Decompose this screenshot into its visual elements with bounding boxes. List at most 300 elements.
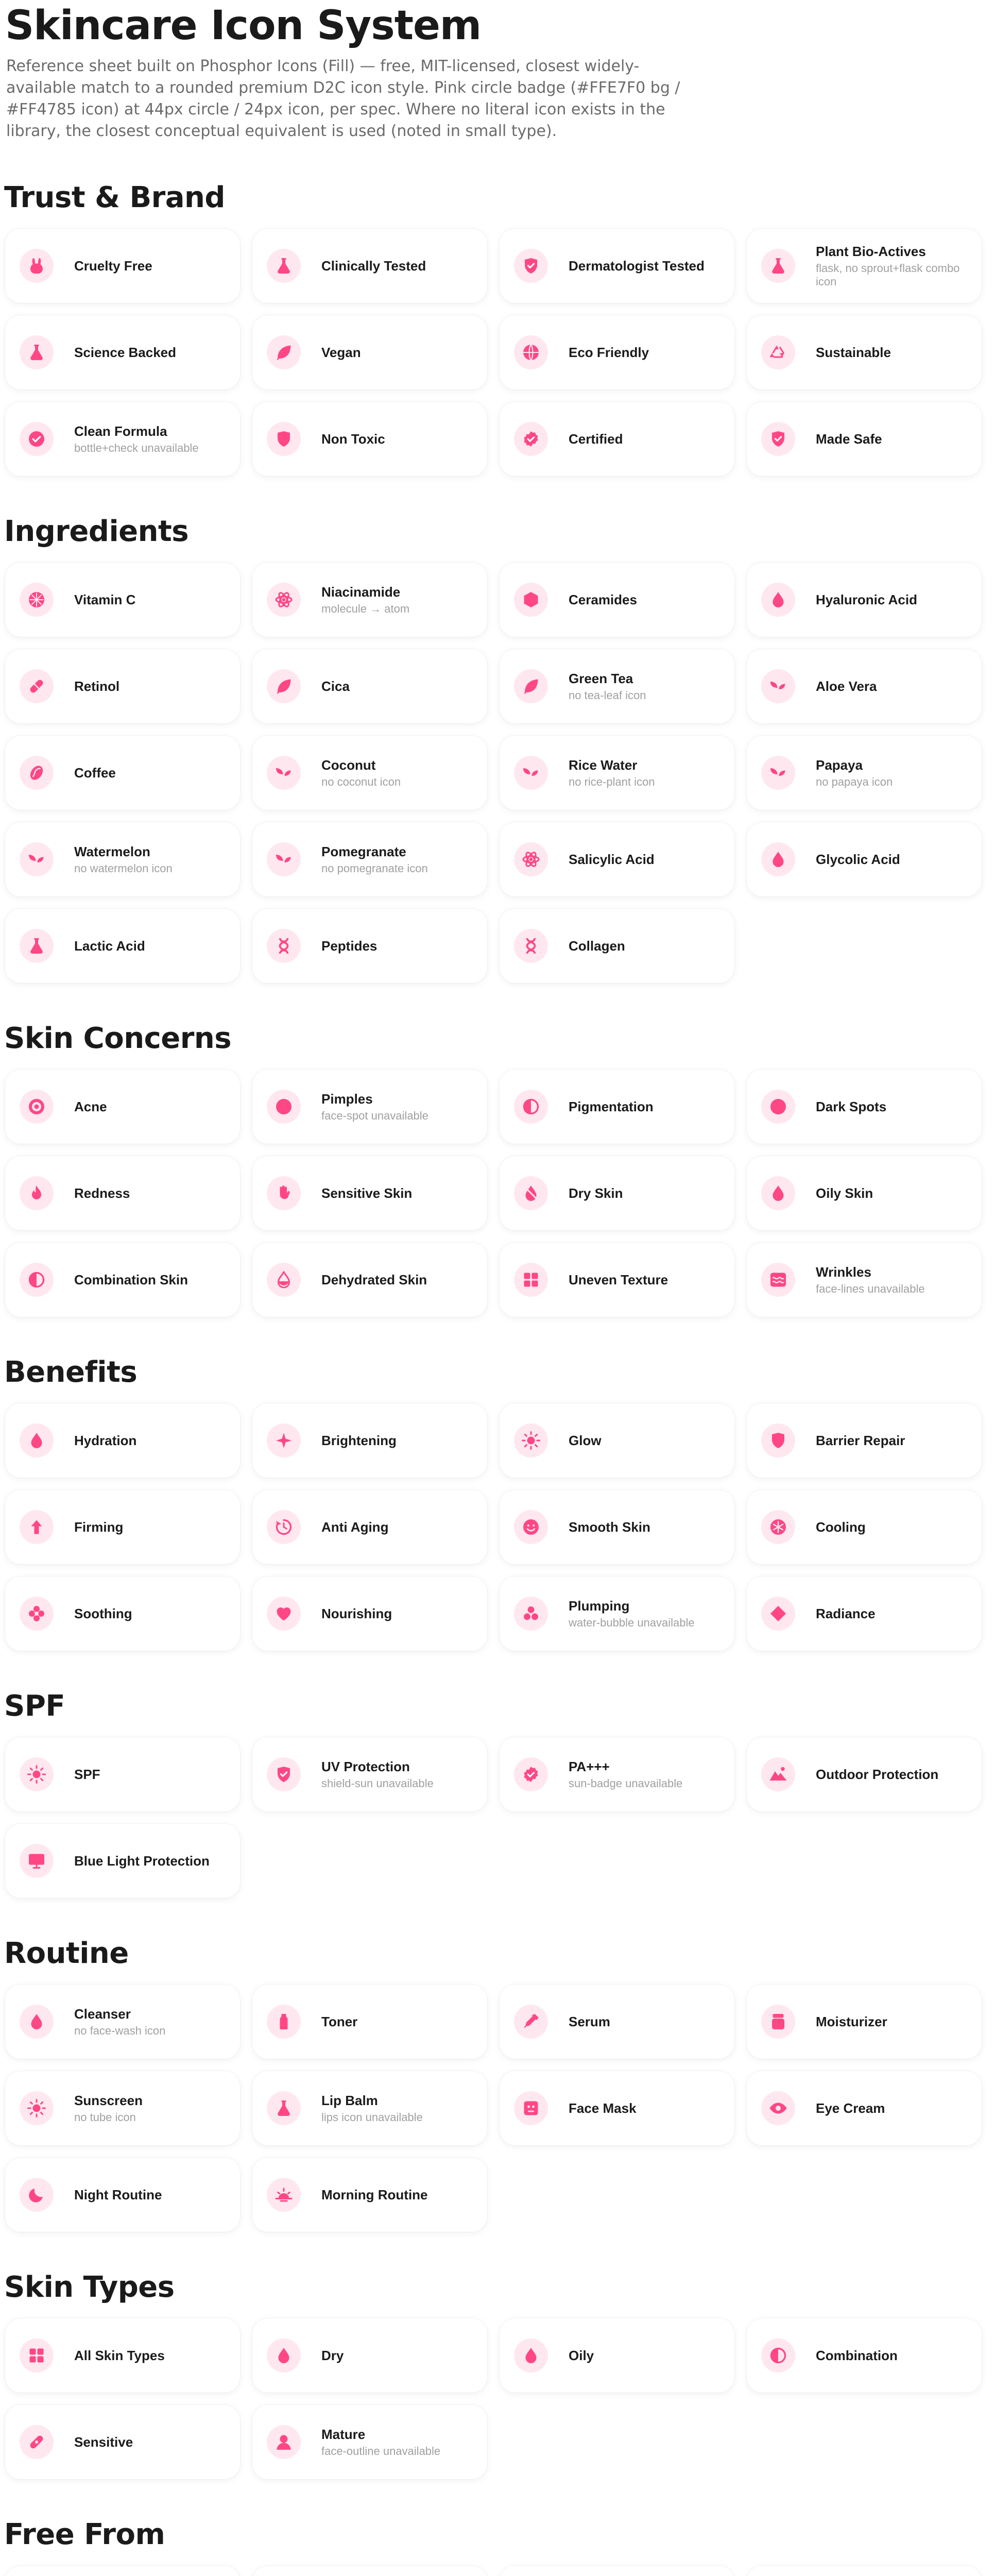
icon-card[interactable]	[5, 1490, 240, 1564]
mask-icon	[514, 2091, 548, 2125]
hexagon-icon	[514, 583, 548, 617]
icon-card[interactable]	[500, 2566, 734, 2576]
icon-card[interactable]	[252, 822, 487, 896]
icon-label: Salicylic Acid	[569, 851, 655, 867]
icon-card[interactable]	[500, 736, 734, 810]
icon-label: Cleanser	[74, 2006, 131, 2022]
icon-label: Papaya	[816, 757, 863, 773]
icon-card[interactable]	[252, 402, 487, 476]
card-text	[321, 431, 385, 447]
section-trust-brand	[4, 179, 991, 476]
shield-check-icon	[267, 1757, 301, 1791]
recycle-icon	[761, 335, 795, 369]
sun-icon	[514, 1423, 548, 1458]
section-skin-types	[4, 2269, 991, 2479]
sun-icon	[20, 1757, 54, 1791]
card-text	[569, 757, 655, 789]
card-text	[74, 592, 135, 608]
icon-label: Redness	[74, 1185, 130, 1201]
section-free-from	[4, 2516, 991, 2576]
icon-label: Face Mask	[569, 2100, 637, 2116]
icon-card[interactable]	[5, 1403, 240, 1478]
atom-icon	[514, 842, 548, 876]
sparkle-icon	[267, 1423, 301, 1458]
icon-label: Ceramides	[569, 591, 637, 607]
card-text	[816, 1099, 886, 1115]
icon-label: Combination	[816, 2347, 898, 2363]
icon-label: Firming	[74, 1519, 124, 1535]
card-text	[74, 1433, 136, 1449]
icon-note: no rice-plant icon	[569, 775, 655, 788]
icon-card[interactable]	[252, 1490, 487, 1564]
drop-icon	[267, 2338, 301, 2372]
section-title: Routine	[4, 1937, 129, 1970]
card-text	[816, 1264, 925, 1296]
icon-card[interactable]	[5, 1577, 240, 1651]
card-text	[816, 1519, 866, 1535]
icon-card[interactable]	[5, 1737, 240, 1811]
target-icon	[20, 1090, 54, 1124]
icon-card[interactable]	[747, 402, 982, 476]
shield-check-icon	[514, 249, 548, 283]
icon-grid	[4, 1070, 991, 1317]
icon-label: Toner	[321, 2013, 358, 2029]
icon-card[interactable]	[5, 736, 240, 810]
icon-label: Sustainable	[816, 344, 891, 360]
icon-label: PA+++	[569, 1758, 610, 1774]
card-text	[321, 2093, 423, 2124]
drop-icon	[761, 583, 795, 617]
card-text	[816, 1767, 938, 1783]
icon-card[interactable]	[252, 1985, 487, 2059]
icon-card[interactable]	[500, 649, 734, 723]
icon-label: Collagen	[569, 938, 625, 954]
icon-card[interactable]	[747, 1243, 982, 1317]
icon-label: Morning Routine	[321, 2187, 428, 2202]
icon-card[interactable]	[500, 1070, 734, 1144]
icon-card[interactable]	[747, 1490, 982, 1564]
icon-label: Uneven Texture	[569, 1272, 668, 1287]
icon-label: Mature	[321, 2426, 366, 2442]
icon-card[interactable]	[5, 822, 240, 896]
fire-icon	[20, 1176, 54, 1210]
orange-slice-icon	[20, 583, 54, 617]
card-text	[321, 1606, 392, 1622]
icon-card[interactable]	[252, 1070, 487, 1144]
icon-card[interactable]	[747, 1985, 982, 2059]
card-text	[321, 345, 361, 361]
icon-card[interactable]	[5, 563, 240, 637]
card-text	[74, 258, 152, 274]
icon-label: UV Protection	[321, 1758, 410, 1774]
page	[4, 0, 991, 2576]
icon-card[interactable]	[500, 402, 734, 476]
flask-icon	[761, 249, 795, 283]
icon-card[interactable]	[252, 563, 487, 637]
seal-check-icon	[514, 1757, 548, 1791]
icon-label: Niacinamide	[321, 584, 401, 600]
icon-note: no pomegranate icon	[321, 861, 428, 875]
icon-label: Vitamin C	[74, 591, 136, 607]
icon-note: no tube icon	[74, 2110, 136, 2124]
icon-card[interactable]	[5, 1243, 240, 1317]
moon-icon	[20, 2178, 54, 2212]
icon-card[interactable]	[5, 315, 240, 389]
section-title: SPF	[4, 1689, 65, 1723]
icon-label: Dark Spots	[816, 1098, 887, 1114]
icon-label: Combination Skin	[74, 1272, 188, 1287]
card-text	[816, 2014, 887, 2030]
shield-check-icon	[761, 422, 795, 456]
icon-card[interactable]	[5, 1070, 240, 1144]
card-text	[569, 258, 705, 274]
icon-card[interactable]	[252, 909, 487, 983]
card-text	[816, 679, 877, 694]
circle-half-icon	[514, 1090, 548, 1124]
card-text	[569, 592, 637, 608]
icon-card[interactable]	[747, 229, 982, 303]
card-text	[816, 1606, 876, 1622]
card-text	[321, 1759, 434, 1790]
icon-card[interactable]	[5, 2071, 240, 2145]
icon-card[interactable]	[747, 1737, 982, 1811]
icon-card[interactable]	[252, 1577, 487, 1651]
icon-label: Watermelon	[74, 843, 150, 859]
icon-card[interactable]	[252, 736, 487, 810]
pill-icon	[20, 669, 54, 703]
icon-label: Non Toxic	[321, 431, 385, 447]
card-text	[321, 1185, 412, 1201]
icon-grid	[4, 2566, 991, 2576]
icon-card[interactable]	[500, 909, 734, 983]
icon-label: Aloe Vera	[816, 678, 877, 694]
icon-label: Smooth Skin	[569, 1519, 650, 1535]
icon-label: Plant Bio-Actives	[816, 243, 926, 259]
snowflake-icon	[761, 1510, 795, 1544]
hand-icon	[267, 1176, 301, 1210]
icon-label: Made Safe	[816, 431, 882, 447]
icon-label: Clean Formula	[74, 423, 167, 439]
icon-card[interactable]	[5, 229, 240, 303]
icon-card[interactable]	[500, 1403, 734, 1478]
icon-card[interactable]	[747, 2071, 982, 2145]
card-text	[321, 1272, 427, 1288]
icon-label: Night Routine	[74, 2187, 162, 2202]
card-text	[569, 671, 646, 702]
card-text	[321, 2427, 440, 2458]
icon-label: Dermatologist Tested	[569, 258, 705, 274]
icon-label: Eco Friendly	[569, 344, 649, 360]
section-title: Benefits	[4, 1355, 138, 1389]
drop-icon	[761, 842, 795, 876]
section-title: Trust & Brand	[4, 181, 226, 214]
icon-card[interactable]	[252, 229, 487, 303]
drop-icon	[20, 1423, 54, 1458]
icon-card[interactable]	[5, 2566, 240, 2576]
icon-grid	[4, 229, 991, 476]
icon-label: Sensitive Skin	[321, 1185, 413, 1201]
icon-label: Glow	[569, 1432, 602, 1448]
seal-check-icon	[514, 422, 548, 456]
icon-label: Eye Cream	[816, 2100, 885, 2116]
card-text	[74, 1185, 130, 1201]
icon-label: All Skin Types	[74, 2347, 165, 2363]
card-text	[74, 423, 199, 455]
card-text	[321, 1091, 428, 1123]
icon-label: Anti Aging	[321, 1519, 389, 1535]
card-text	[74, 1272, 188, 1288]
section-title: Skin Types	[4, 2270, 175, 2304]
icon-card[interactable]	[747, 1070, 982, 1144]
icon-note: water-bubble unavailable	[569, 1616, 695, 1629]
bottle-icon	[267, 2005, 301, 2039]
icon-card[interactable]	[252, 1403, 487, 1478]
icon-card[interactable]	[500, 1985, 734, 2059]
flask-icon	[20, 929, 54, 963]
card-text	[569, 1433, 602, 1449]
mountains-icon	[761, 1757, 795, 1791]
plant-icon	[267, 756, 301, 790]
card-text	[74, 345, 176, 361]
icon-label: Certified	[569, 431, 623, 447]
icon-label: Pimples	[321, 1091, 373, 1107]
icon-card[interactable]	[252, 2566, 487, 2576]
icon-label: Coconut	[321, 757, 376, 773]
icon-card[interactable]	[5, 1985, 240, 2059]
page-title: Skincare Icon System	[5, 3, 482, 49]
check-circle-icon	[20, 422, 54, 456]
card-text	[569, 2100, 637, 2116]
card-text	[816, 2348, 898, 2364]
card-text	[816, 431, 882, 447]
icon-label: Lip Balm	[321, 2092, 378, 2108]
icon-card[interactable]	[747, 315, 982, 389]
icon-card[interactable]	[747, 649, 982, 723]
icon-label: Dry	[321, 2347, 344, 2363]
coffee-bean-icon	[20, 756, 54, 790]
card-text	[569, 2348, 594, 2364]
card-text	[569, 938, 625, 954]
icon-card[interactable]	[747, 1577, 982, 1651]
icon-card[interactable]	[252, 2071, 487, 2145]
card-text	[321, 2348, 344, 2364]
icon-note: shield-sun unavailable	[321, 1776, 434, 1790]
plant-icon	[761, 756, 795, 790]
icon-card[interactable]	[747, 822, 982, 896]
section-spf	[4, 1688, 991, 1898]
shield-icon	[761, 1423, 795, 1458]
eyedropper-icon	[514, 2005, 548, 2039]
section-title: Skin Concerns	[4, 1022, 232, 1055]
icon-note: face-lines unavailable	[816, 1282, 925, 1295]
icon-label: Acne	[74, 1098, 107, 1114]
icon-label: Peptides	[321, 938, 378, 954]
icon-label: Pomegranate	[321, 843, 406, 859]
card-text	[816, 345, 891, 361]
icon-grid	[4, 2318, 991, 2479]
icon-card[interactable]	[5, 2318, 240, 2393]
icon-card[interactable]	[500, 822, 734, 896]
icon-label: Sunscreen	[74, 2092, 143, 2108]
card-text	[321, 938, 377, 954]
card-text	[74, 1767, 100, 1783]
icon-label: SPF	[74, 1766, 100, 1782]
card-text	[816, 244, 973, 289]
icon-label: Brightening	[321, 1432, 397, 1448]
icon-card[interactable]	[252, 2318, 487, 2393]
icon-card[interactable]	[5, 1156, 240, 1230]
plant-icon	[761, 669, 795, 703]
icon-card[interactable]	[252, 649, 487, 723]
icon-label: Serum	[569, 2013, 610, 2029]
card-text	[816, 1185, 873, 1201]
eye-icon	[761, 2091, 795, 2125]
dna-icon	[514, 929, 548, 963]
icon-card[interactable]	[500, 563, 734, 637]
section-benefits	[4, 1354, 991, 1651]
flask-icon	[267, 2091, 301, 2125]
icon-card[interactable]	[500, 1243, 734, 1317]
card-text	[74, 2093, 143, 2124]
atom-icon	[267, 583, 301, 617]
drop-icon	[20, 2005, 54, 2039]
icon-label: Green Tea	[569, 670, 633, 686]
plant-icon	[514, 756, 548, 790]
card-text	[74, 938, 145, 954]
drop-slash-icon	[514, 1176, 548, 1210]
icon-card[interactable]	[5, 402, 240, 476]
icon-label: Sensitive	[74, 2434, 133, 2450]
card-text	[321, 1519, 388, 1535]
icon-card[interactable]	[500, 1737, 734, 1811]
card-text	[569, 1272, 668, 1288]
icon-label: Cica	[321, 678, 350, 694]
rabbit-icon	[20, 249, 54, 283]
page-intro: Reference sheet built on Phosphor Icons (Fill) — free, MIT-licensed, closest widely-available match to a rounded premium D2C icon style. Pink circle badge (#FFE7F0 bg / #FF4785 icon) at 44px circle / 24px icon, per spec. Where no literal icon exists in the library, the closest conceptual equivalent is used (noted in small type).	[6, 57, 680, 140]
card-text	[74, 1099, 107, 1115]
arrow-up-icon	[20, 1510, 54, 1544]
icon-card[interactable]	[5, 2158, 240, 2232]
card-text	[569, 2014, 610, 2030]
card-text	[321, 2187, 428, 2203]
icon-label: Outdoor Protection	[816, 1766, 939, 1782]
card-text	[569, 1759, 682, 1790]
drop-icon	[514, 2338, 548, 2372]
circle-half-icon	[761, 2338, 795, 2372]
circle-half-icon	[20, 1263, 54, 1297]
card-text	[321, 679, 350, 694]
smiley-icon	[514, 1510, 548, 1544]
card-text	[816, 2100, 885, 2116]
icon-card[interactable]	[5, 649, 240, 723]
card-text	[321, 584, 409, 616]
icon-label: Hyaluronic Acid	[816, 591, 917, 607]
icon-label: Cruelty Free	[74, 258, 152, 274]
icon-card[interactable]	[500, 2071, 734, 2145]
card-text	[74, 765, 116, 781]
dna-icon	[267, 929, 301, 963]
sections-container	[4, 179, 991, 2576]
icon-note: lips icon unavailable	[321, 2110, 423, 2124]
card-text	[569, 852, 655, 868]
card-text	[321, 2014, 357, 2030]
icon-label: Plumping	[569, 1598, 630, 1614]
flask-icon	[267, 249, 301, 283]
icon-grid	[4, 1403, 991, 1651]
section-ingredients	[4, 513, 991, 983]
section-skin-concerns	[4, 1020, 991, 1317]
circle-icon	[761, 1090, 795, 1124]
icon-card[interactable]	[747, 2566, 982, 2576]
card-text	[74, 1519, 123, 1535]
icon-card[interactable]	[5, 909, 240, 983]
section-title: Ingredients	[4, 515, 189, 548]
icon-note: molecule → atom	[321, 602, 410, 615]
drop-half-icon	[267, 1263, 301, 1297]
card-text	[74, 844, 173, 875]
card-text	[569, 431, 623, 447]
icon-card[interactable]	[252, 2158, 487, 2232]
icon-card[interactable]	[747, 1403, 982, 1478]
icon-card[interactable]	[5, 2405, 240, 2479]
icon-label: Hydration	[74, 1432, 137, 1448]
icon-card[interactable]	[747, 736, 982, 810]
icon-label: Oily Skin	[816, 1185, 873, 1201]
icon-card[interactable]	[500, 1577, 734, 1651]
icon-card[interactable]	[252, 1156, 487, 1230]
flask-icon	[20, 335, 54, 369]
card-text	[569, 1519, 650, 1535]
wave-square-icon	[761, 1263, 795, 1297]
icon-card[interactable]	[500, 229, 734, 303]
icon-card[interactable]	[252, 2405, 487, 2479]
icon-card[interactable]	[747, 563, 982, 637]
icon-card[interactable]	[500, 1156, 734, 1230]
icon-card[interactable]	[252, 315, 487, 389]
icon-grid	[4, 563, 991, 983]
card-text	[816, 757, 893, 789]
icon-card[interactable]	[747, 1156, 982, 1230]
monitor-icon	[20, 1844, 54, 1878]
leaf-icon	[514, 669, 548, 703]
icon-card[interactable]	[747, 2318, 982, 2393]
card-text	[321, 844, 428, 875]
card-text	[74, 2006, 165, 2038]
icon-label: Moisturizer	[816, 2013, 887, 2029]
icon-card[interactable]	[500, 1490, 734, 1564]
icon-label: Science Backed	[74, 344, 177, 360]
icon-label: Glycolic Acid	[816, 851, 900, 867]
icon-card[interactable]	[252, 1737, 487, 1811]
icon-note: bottle+check unavailable	[74, 441, 199, 454]
icon-card[interactable]	[5, 1824, 240, 1898]
leaf-icon	[267, 335, 301, 369]
card-text	[321, 258, 426, 274]
card-text	[74, 2434, 133, 2450]
icon-card[interactable]	[500, 2318, 734, 2393]
icon-note: face-outline unavailable	[321, 2444, 441, 2458]
circle-icon	[267, 1090, 301, 1124]
heart-icon	[267, 1597, 301, 1631]
sun-icon	[20, 2091, 54, 2125]
icon-label: Barrier Repair	[816, 1432, 905, 1448]
icon-card[interactable]	[252, 1243, 487, 1317]
icon-card[interactable]	[500, 315, 734, 389]
card-text	[74, 1606, 132, 1622]
card-text	[74, 1853, 210, 1869]
flower-icon	[20, 1597, 54, 1631]
card-text	[74, 2348, 165, 2364]
